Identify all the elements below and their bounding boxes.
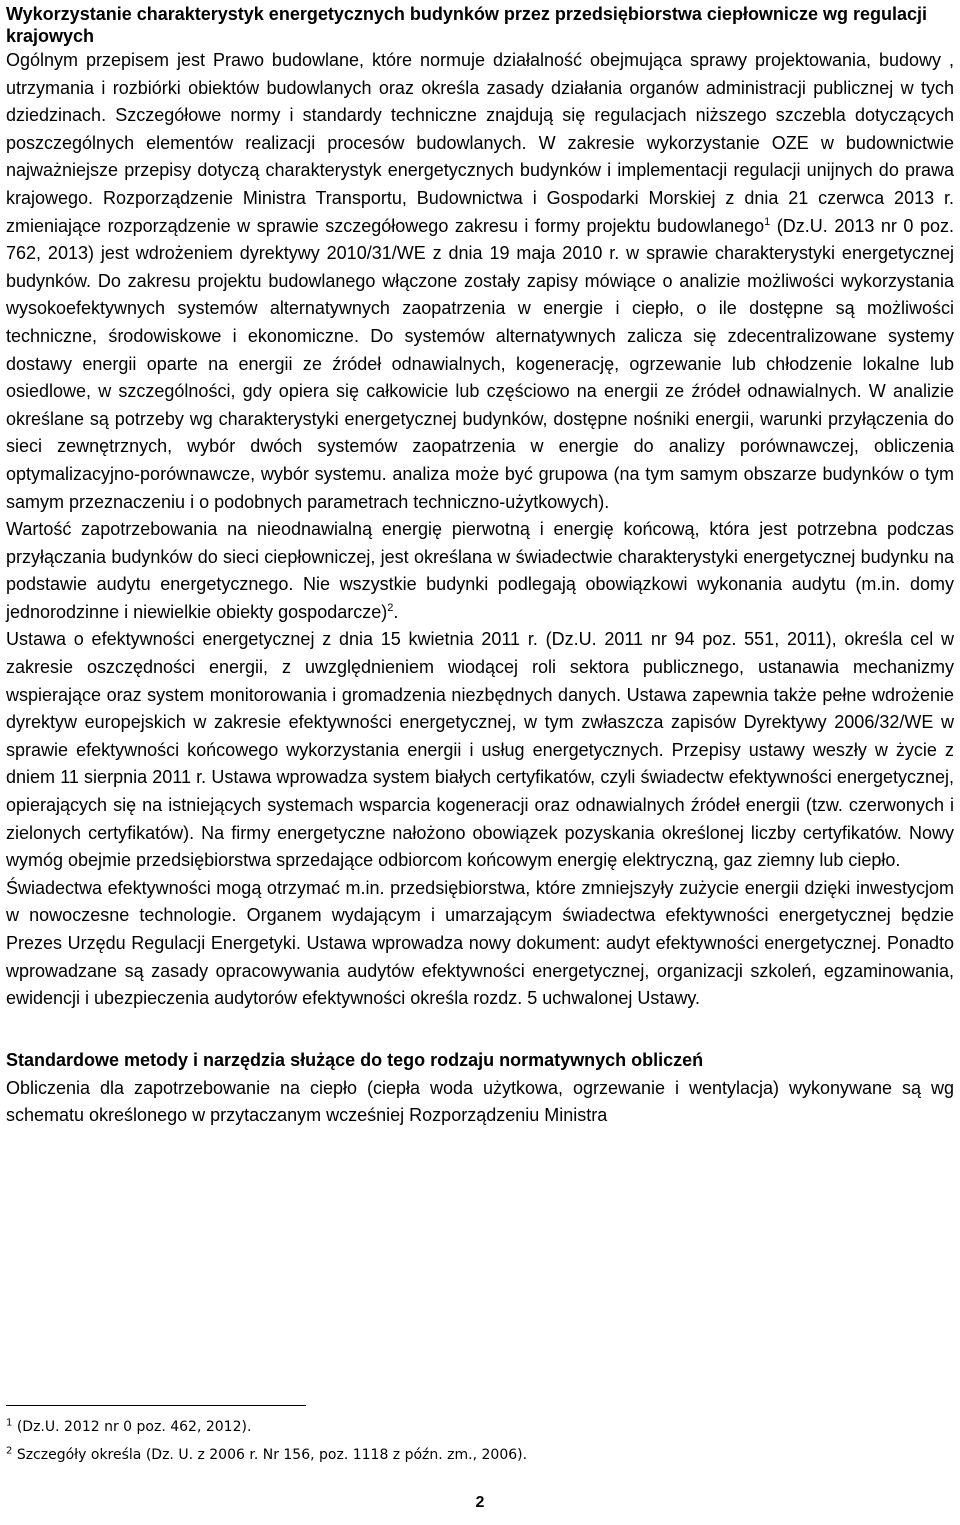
footnotes	[6, 1417, 946, 1473]
footnote-text: Szczegóły określa (Dz. U. z 2006 r. Nr 156, poz. 1118 z późn. zm., 2006).	[12, 1447, 528, 1463]
paragraph-energy-efficiency-act: Ustawa o efektywności energetycznej z dnia 15 kwietnia 2011 r. (Dz.U. 2011 nr 94 poz. 551, 2011), określa cel w zakresie oszczędności energii, z uwzględnieniem wiodącej roli sektora publicznego, ustanawia mechanizmy wspierające oraz system monitorowania i gromadzenia niezbędnych danych. Ustawa zapewnia także pełne wdrożenie dyrektyw europejskich w zakresie efektywności energetycznej, w tym zwłaszcza zapisów Dyrektywy 2006/32/WE w sprawie efektywności końcowego wykorzystania energii i usług energetycznych. Przepisy ustawy weszły w życie z dniem 11 sierpnia 2011 r. Ustawa wprowadza system białych certyfikatów, czyli świadectw efektywności energetycznej, opierających się na istniejących systemach wsparcia kogeneracji oraz odnawialnych źródeł energii (tzw. czerwonych i zielonych certyfikatów). Na firmy energetyczne nałożono obowiązek pozyskania określonej liczby certyfikatów. Nowy wymóg obejmie przedsiębiorstwa sprzedające odbiorcom końcowym energię elektryczną, gaz ziemny lub ciepło.	[6, 629, 954, 871]
section-heading-energy-characteristics: Wykorzystanie charakterystyk energetycznych budynków przez przedsiębiorstwa ciepłownicze wg regulacji krajowych	[6, 4, 927, 46]
paragraph-efficiency-certificates: Świadectwa efektywności mogą otrzymać m.in. przedsiębiorstwa, które zmniejszyły zużycie energii dzięki inwestycjom w nowoczesne technologie. Organem wydającym i umarzającym świadectwa efektywności energetycznej będzie Prezes Urzędu Regulacji Energetyki. Ustawa wprowadza nowy dokument: audyt efektywności energetycznej. Ponadto wprowadzane są zasady opracowywania audytów efektywności energetycznej, organizacji szkoleń, egzaminowania, ewidencji i ubezpieczenia audytorów efektywności określa rozdz. 5 uchwalonej Ustawy.	[6, 877, 954, 1009]
paragraph-heat-demand-calculation: Obliczenia dla zapotrzebowanie na ciepło (ciepła woda użytkowa, ogrzewanie i wentylacja) wykonywane są wg schematu określonego w przytaczanym wcześniej Rozporządzeniu Ministra	[6, 1077, 954, 1126]
paragraph-text: Ogólnym przepisem jest Prawo budowlane, które normuje działalność obejmująca sprawy projektowania, budowy , utrzymania i rozbiórki obiektów budowlanych oraz określa zasady działania organów administracji publicznej w tych dziedzinach. Szczegółowe normy i standardy techniczne znajdują się regulacjach niższego szczebla dotyczących poszczególnych elementów realizacji procesów budowlanych. W zakresie wykorzystanie OZE w budownictwie najważniejsze przepisy dotyczą charakterystyk energetycznych budynków i implementacji regulacji unijnych do prawa krajowego. Rozporządzenie Ministra Transportu, Budownictwa i Gospodarki Morskiej z dnia 21 czerwca 2013 r. zmieniające rozporządzenie w sprawie szczegółowego zakresu i formy projektu budowlanego	[6, 50, 954, 236]
footnote-number: 1	[6, 1417, 13, 1429]
footnote-text: (Dz.U. 2012 nr 0 poz. 462, 2012).	[12, 1419, 252, 1435]
footnote-1	[6, 1417, 946, 1437]
section-heading-standard-methods: Standardowe metody i narzędzia służące do tego rodzaju normatywnych obliczeń	[6, 1049, 704, 1070]
paragraph-energy-demand	[6, 516, 954, 626]
footnote-separator	[6, 1405, 306, 1406]
paragraph-text-cont: .	[393, 601, 399, 622]
paragraph-text-cont: (Dz.U. 2013 nr 0 poz. 762, 2013) jest wdrożeniem dyrektywy 2010/31/WE z dnia 19 maja 2010 r. w sprawie charakterystyki energetycznej budynków. Do zakresu projektu budowlanego włączone zostały zapisy mówiące o analizie możliwości wykorzystania wysokoefektywnych systemów alternatywnych zaopatrzenia w energie i ciepło, o ile dostępne są możliwości techniczne, środowiskowe i ekonomiczne. Do systemów alternatywnych zalicza się zdecentralizowane systemy dostawy energii oparte na energii ze źródeł odnawialnych, kogenerację, ogrzewanie lub chłodzenie lokalne lub osiedlowe, w szczególności, gdy opiera się całkowicie lub częściowo na energii ze źródeł odnawialnych. W analizie określane są potrzeby wg charakterystyki energetycznej budynków, dostępne nośniki energii, warunki przyłączenia do sieci zewnętrznych, wybór dwóch systemów zaopatrzenia w energie do analizy porównawczej, obliczenia optymalizacyjno-porównawcze, wybór systemu. analiza może być grupowa (na tym samym obszarze budynków o tym samym przeznaczeniu i o podobnych parametrach techniczno-użytkowych).	[6, 215, 954, 512]
footnote-ref-2: 2	[387, 601, 394, 614]
paragraph-text: Wartość zapotrzebowania na nieodnawialną energię pierwotną i energię końcową, która jest potrzebna podczas przyłączania budynków do sieci ciepłowniczej, jest określana w świadectwie charakterystyki energetycznej budynku na podstawie audytu energetycznego. Nie wszystkie budynki podlegają obowiązkowi wykonania audytu (m.in. domy jednorodzinne i niewielkie obiekty gospodarcze)	[6, 519, 954, 622]
footnote-2	[6, 1445, 946, 1465]
paragraph-building-law	[6, 47, 954, 516]
footnote-number: 2	[6, 1445, 13, 1457]
footnote-ref-1: 1	[764, 215, 771, 228]
page-number: 2	[475, 1494, 485, 1511]
